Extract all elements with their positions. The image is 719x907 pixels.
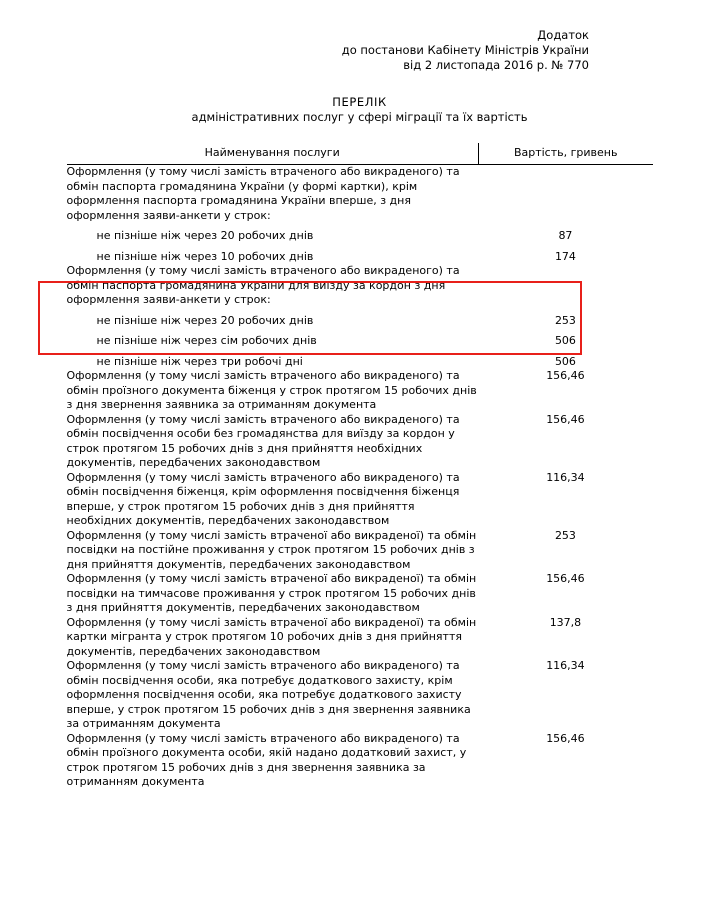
table-body bbox=[67, 165, 653, 790]
document-title-block bbox=[0, 95, 719, 125]
table-row bbox=[67, 264, 653, 308]
service-price-cell: 174 bbox=[554, 249, 576, 263]
service-name-cell: не пізніше ніж через 10 робочих днів bbox=[96, 249, 314, 263]
service-name-cell: Оформлення (у тому числі замість втраченої або викраденої) та обмін посвідки на постійне проживання у строк протягом 15 робочих днів з дня прийняття документів, передбачених законодавством bbox=[66, 528, 477, 571]
table-row bbox=[67, 308, 653, 329]
table-row bbox=[67, 529, 653, 573]
service-price-cell: 116,34 bbox=[546, 659, 585, 672]
document-header bbox=[0, 28, 719, 73]
service-name-cell: не пізніше ніж через 20 робочих днів bbox=[96, 313, 314, 327]
column-header-service-name: Найменування послуги bbox=[67, 143, 479, 165]
service-name-cell: Оформлення (у тому числі замість втраченого або викраденого) та обмін проїзного документа особи, якій надано додатковий захист, у строк протягом 15 робочих днів з дня звернення заявника за отриманням документа bbox=[66, 731, 467, 788]
service-price-cell: 506 bbox=[554, 354, 576, 368]
table-row bbox=[67, 369, 653, 413]
table-row bbox=[67, 223, 653, 244]
header-line-3: від 2 листопада 2016 р. № 770 bbox=[403, 58, 589, 72]
table-row bbox=[67, 616, 653, 660]
service-name-cell: Оформлення (у тому числі замість втраченої або викраденої) та обмін посвідки на тимчасове проживання у строк протягом 15 робочих днів з дня прийняття документів, передбачених законодавством bbox=[66, 572, 477, 614]
service-name-cell: Оформлення (у тому числі замість втраченого або викраденого) та обмін посвідчення біженця, крім оформлення посвідчення біженця вперше, у строк протягом 15 робочих днів з дня прийняття необхідних документів, передбачених законодавством bbox=[66, 470, 460, 527]
header-line-1: Додаток bbox=[537, 28, 589, 42]
service-name-cell: Оформлення (у тому числі замість втраченого або викраденого) та обмін посвідчення особи, яка потребує додаткового захисту, крім оформлення посвідчення особи, яка потребує додаткового захисту вперше, у строк протягом 15 робочих днів з дня звернення заявника за отриманням документа bbox=[66, 659, 471, 730]
service-name-cell: Оформлення (у тому числі замість втраченого або викраденого) та обмін посвідчення особи без громадянства для виїзду за кордон у строк протягом 15 робочих днів з дня прийняття необхідних документів, передбачених законодавством bbox=[66, 412, 460, 469]
service-name-cell: не пізніше ніж через три робочі дні bbox=[96, 354, 303, 368]
table-row bbox=[67, 328, 653, 349]
page-title: ПЕРЕЛІК bbox=[332, 95, 387, 109]
service-name-cell: Оформлення (у тому числі замість втраченої або викраденої) та обмін картки мігранта у строк протягом 10 робочих днів з дня прийняття документів, передбачених законодавством bbox=[66, 615, 477, 658]
service-name-cell: не пізніше ніж через сім робочих днів bbox=[96, 334, 317, 347]
service-name-cell: Оформлення (у тому числі замість втраченого або викраденого) та обмін паспорта громадянина України (у формі картки), крім оформлення паспорта громадянина України вперше, з дня оформлення заяви-анкети у строк: bbox=[66, 165, 460, 222]
table-row bbox=[67, 471, 653, 529]
document-page bbox=[0, 28, 719, 907]
service-price-cell bbox=[478, 264, 652, 308]
column-header-price: Вартість, гривень bbox=[478, 143, 652, 165]
service-name-cell: Оформлення (у тому числі замість втраченого або викраденого) та обмін паспорта громадянина України для виїзду за кордон з дня оформлення заяви-анкети у строк: bbox=[66, 264, 460, 306]
table-row bbox=[67, 659, 653, 732]
table-header-row bbox=[67, 143, 653, 165]
service-name-cell: не пізніше ніж через 20 робочих днів bbox=[96, 229, 314, 242]
services-table bbox=[67, 143, 653, 790]
service-price-cell: 137,8 bbox=[549, 615, 582, 629]
service-price-cell: 506 bbox=[554, 334, 576, 347]
service-price-cell: 156,46 bbox=[546, 412, 585, 426]
table-row bbox=[67, 244, 653, 265]
service-price-cell: 87 bbox=[558, 229, 573, 242]
service-price-cell: 253 bbox=[554, 528, 576, 542]
table-row bbox=[67, 732, 653, 790]
service-name-cell: Оформлення (у тому числі замість втраченого або викраденого) та обмін проїзного документа біженця у строк протягом 15 робочих днів з дня звернення заявника за отриманням документа bbox=[66, 369, 477, 411]
service-price-cell: 116,34 bbox=[546, 470, 585, 484]
table-row bbox=[67, 572, 653, 616]
table-row bbox=[67, 165, 653, 224]
header-line-2: до постанови Кабінету Міністрів України bbox=[341, 43, 589, 57]
service-price-cell: 156,46 bbox=[546, 731, 585, 745]
page-subtitle: адміністративних послуг у сфері міграції та їх вартість bbox=[191, 110, 528, 124]
table-head bbox=[67, 143, 653, 165]
service-price-cell: 253 bbox=[554, 313, 576, 327]
table-row bbox=[67, 349, 653, 370]
service-price-cell bbox=[478, 165, 652, 224]
table-row bbox=[67, 413, 653, 471]
service-price-cell: 156,46 bbox=[546, 572, 585, 585]
service-price-cell: 156,46 bbox=[546, 369, 585, 382]
